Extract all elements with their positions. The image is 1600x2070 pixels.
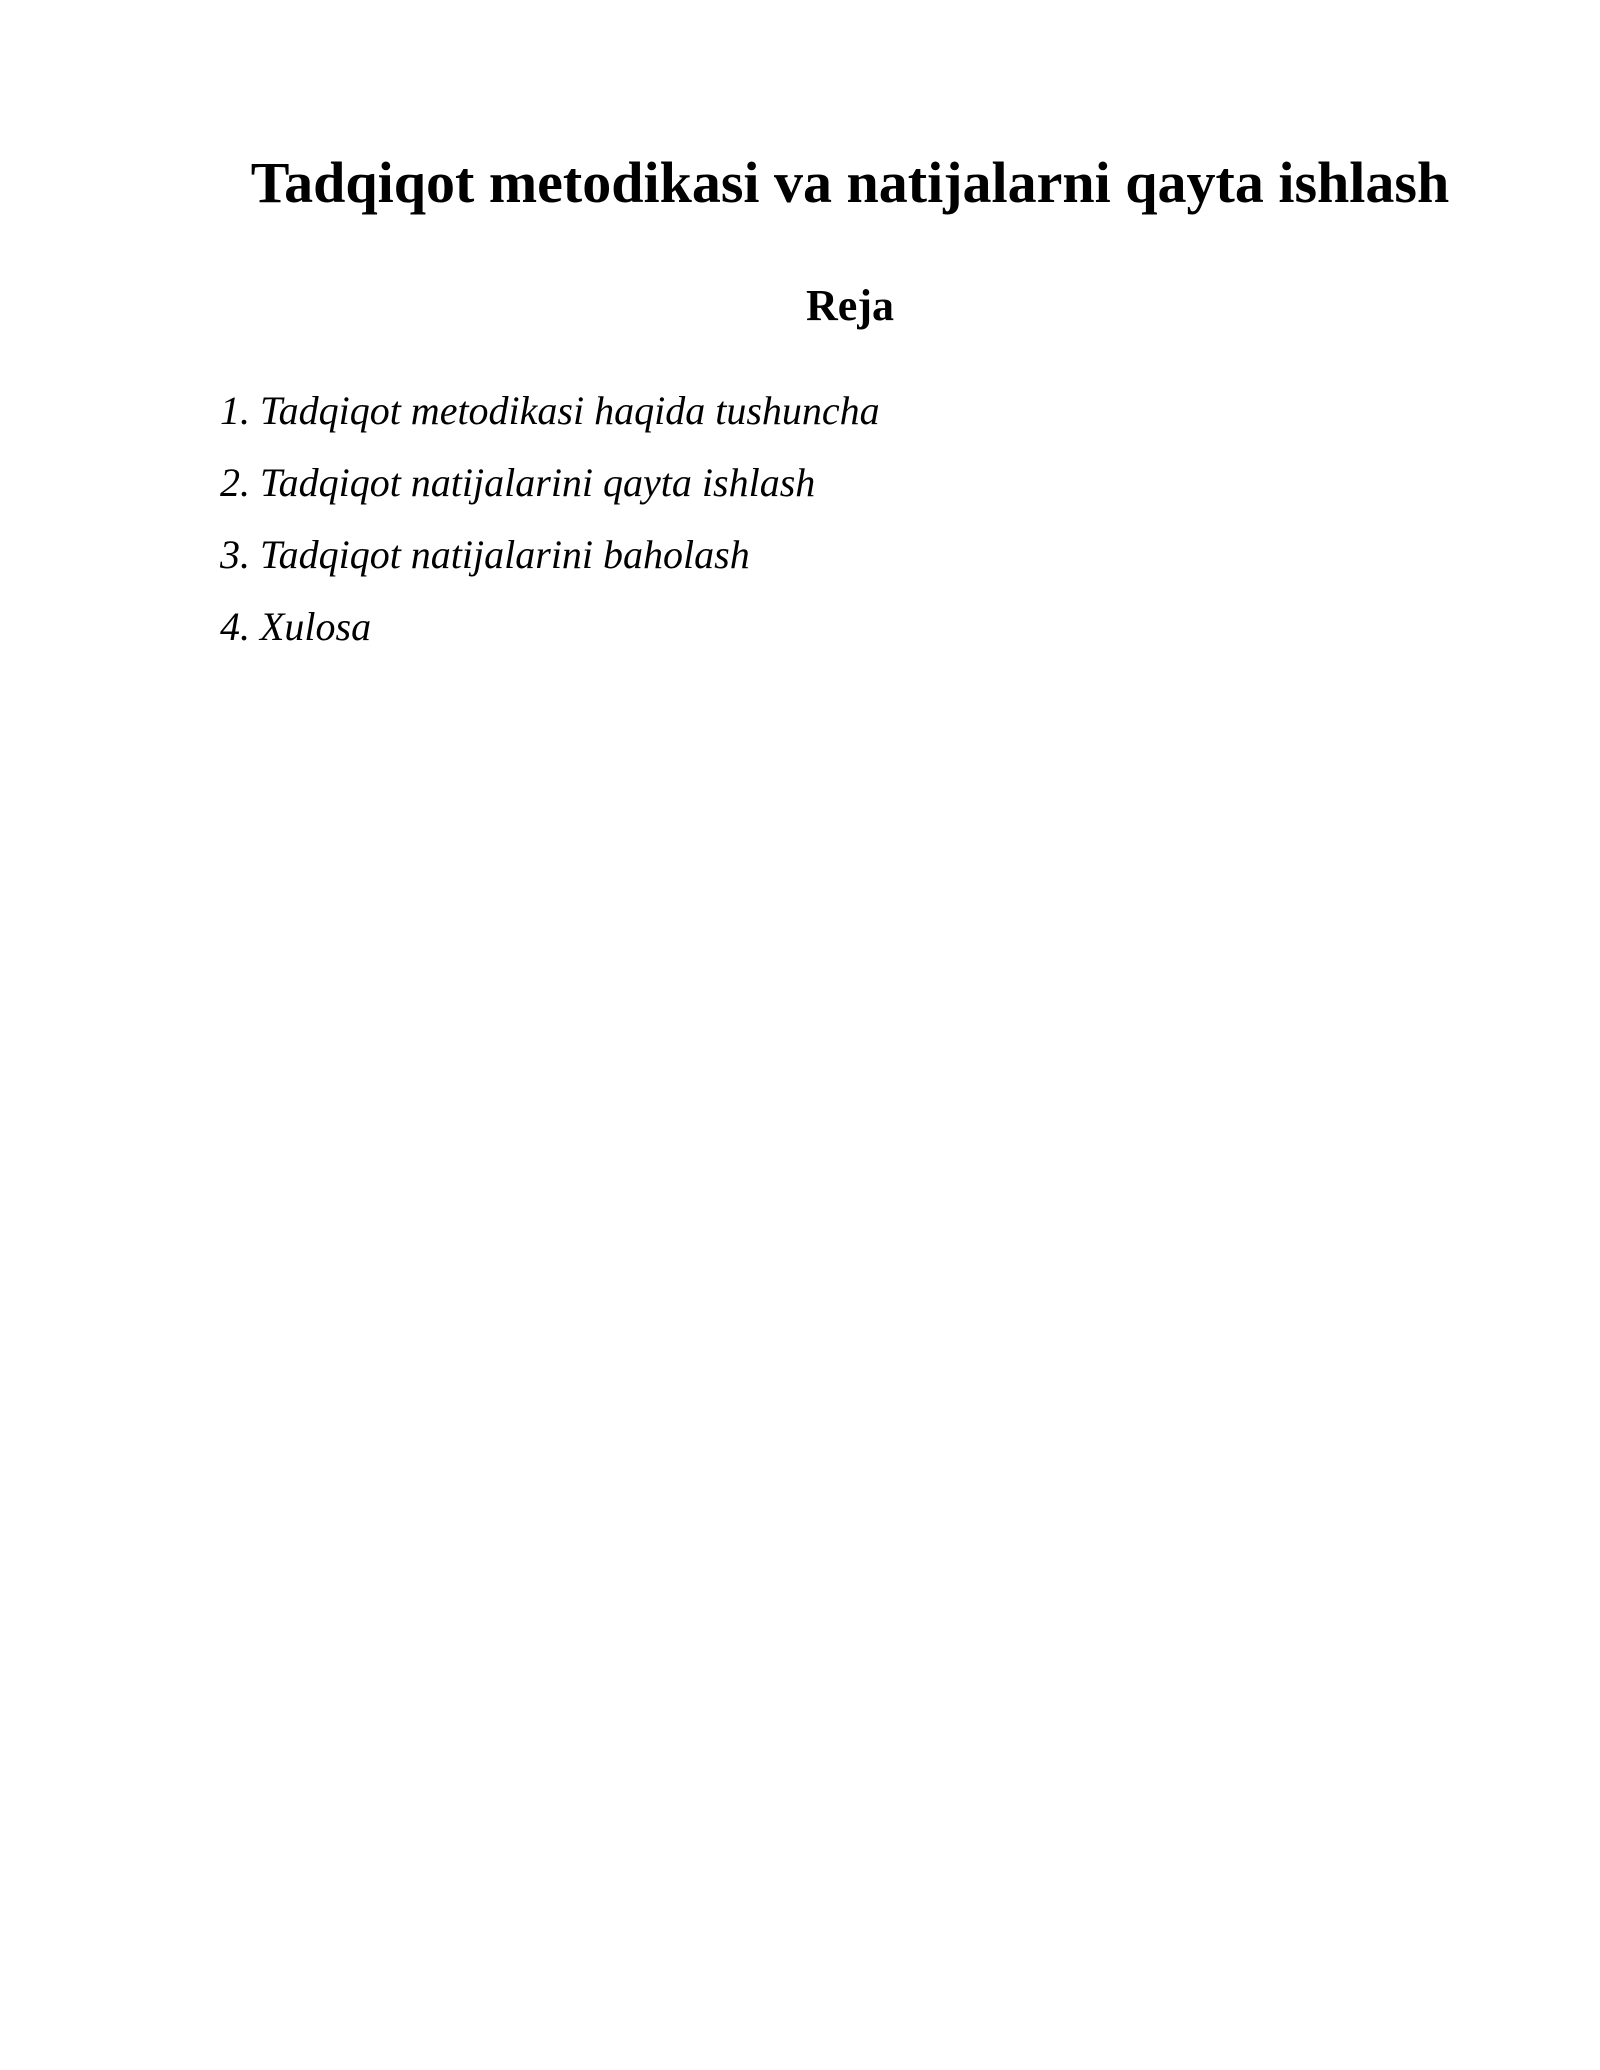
plan-item-text: Tadqiqot metodikasi haqida tushuncha	[260, 388, 880, 433]
plan-item	[220, 603, 880, 651]
plan-item-text: Tadqiqot natijalarini baholash	[260, 532, 750, 577]
plan-item-number: 1.	[220, 388, 250, 433]
document-title: Tadqiqot metodikasi va natijalarni qayta ishlash	[250, 150, 1450, 215]
plan-item	[220, 531, 880, 579]
plan-item	[220, 387, 880, 435]
plan-item-number: 4.	[220, 604, 250, 649]
plan-item	[220, 459, 880, 507]
plan-list	[220, 387, 880, 675]
plan-heading: Reja	[806, 281, 894, 330]
plan-item-number: 3.	[220, 532, 250, 577]
plan-item-number: 2.	[220, 460, 250, 505]
plan-item-text: Xulosa	[260, 604, 372, 649]
plan-item-text: Tadqiqot natijalarini qayta ishlash	[260, 460, 816, 505]
